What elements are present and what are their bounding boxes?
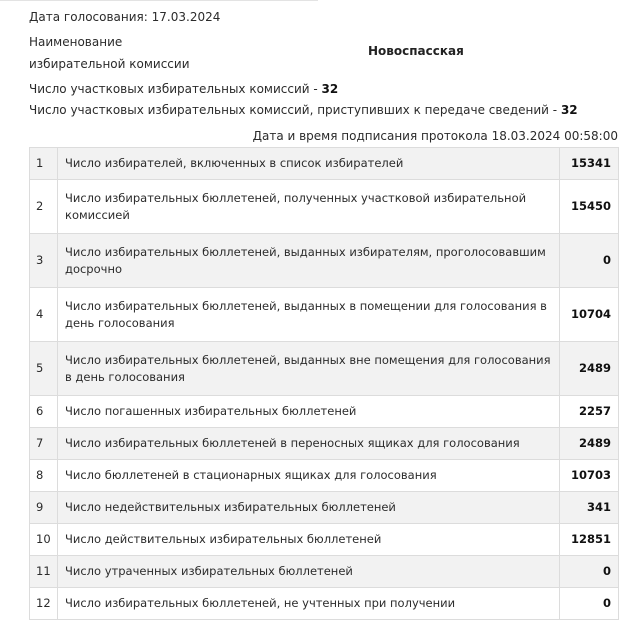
row-label: Число избирательных бюллетеней, выданных в помещении для голосования в день голосования — [58, 288, 560, 342]
commissions-reported-value: 32 — [560, 103, 578, 117]
commission-name-label-line1: Наименование — [29, 35, 123, 49]
commission-name-label-line2: избирательной комиссии — [29, 57, 190, 71]
table-row — [30, 396, 619, 428]
row-number: 11 — [30, 556, 58, 588]
commissions-reported — [29, 102, 578, 118]
row-value: 0 — [560, 234, 619, 288]
row-number: 5 — [30, 342, 58, 396]
voting-date-value: 17.03.2024 — [151, 10, 221, 24]
row-label: Число бюллетеней в стационарных ящиках для голосования — [58, 460, 560, 492]
table-row — [30, 148, 619, 180]
row-value: 2489 — [560, 428, 619, 460]
table-row — [30, 556, 619, 588]
voting-date — [29, 9, 220, 25]
table-row — [30, 234, 619, 288]
row-number: 2 — [30, 180, 58, 234]
protocol-table — [29, 147, 619, 620]
commission-name: Новоспасская — [368, 44, 464, 58]
table-row — [30, 288, 619, 342]
row-value: 0 — [560, 556, 619, 588]
table-row — [30, 492, 619, 524]
row-value: 10704 — [560, 288, 619, 342]
row-value: 12851 — [560, 524, 619, 556]
row-label: Число избирательных бюллетеней, полученных участковой избирательной комиссией — [58, 180, 560, 234]
table-row — [30, 460, 619, 492]
row-label: Число избирателей, включенных в список избирателей — [58, 148, 560, 180]
row-number: 12 — [30, 588, 58, 620]
row-number: 4 — [30, 288, 58, 342]
voting-date-label: Дата голосования: — [29, 10, 148, 24]
row-label: Число недействительных избирательных бюллетеней — [58, 492, 560, 524]
row-value: 341 — [560, 492, 619, 524]
row-number: 8 — [30, 460, 58, 492]
table-row — [30, 342, 619, 396]
row-value: 15450 — [560, 180, 619, 234]
row-label: Число погашенных избирательных бюллетеней — [58, 396, 560, 428]
table-row — [30, 588, 619, 620]
table-row — [30, 428, 619, 460]
protocol-signed-datetime: Дата и время подписания протокола 18.03.2024 00:58:00 — [252, 129, 618, 143]
row-number: 6 — [30, 396, 58, 428]
table-row — [30, 180, 619, 234]
row-value: 2489 — [560, 342, 619, 396]
row-number: 7 — [30, 428, 58, 460]
row-value: 10703 — [560, 460, 619, 492]
row-number: 1 — [30, 148, 58, 180]
row-number: 10 — [30, 524, 58, 556]
row-label: Число избирательных бюллетеней, выданных вне помещения для голосования в день голосования — [58, 342, 560, 396]
row-value: 15341 — [560, 148, 619, 180]
row-label: Число утраченных избирательных бюллетеней — [58, 556, 560, 588]
row-value: 0 — [560, 588, 619, 620]
table-row — [30, 524, 619, 556]
commissions-reported-label: Число участковых избирательных комиссий, приступивших к передаче сведений - — [29, 103, 558, 117]
commissions-count — [29, 81, 338, 97]
row-label: Число действительных избирательных бюллетеней — [58, 524, 560, 556]
row-number: 9 — [30, 492, 58, 524]
commissions-count-value: 32 — [321, 82, 339, 96]
row-label: Число избирательных бюллетеней, не учтенных при получении — [58, 588, 560, 620]
row-label: Число избирательных бюллетеней в переносных ящиках для голосования — [58, 428, 560, 460]
row-label: Число избирательных бюллетеней, выданных избирателям, проголосовавшим досрочно — [58, 234, 560, 288]
row-number: 3 — [30, 234, 58, 288]
row-value: 2257 — [560, 396, 619, 428]
top-divider — [0, 0, 318, 1]
commissions-count-label: Число участковых избирательных комиссий - — [29, 82, 318, 96]
